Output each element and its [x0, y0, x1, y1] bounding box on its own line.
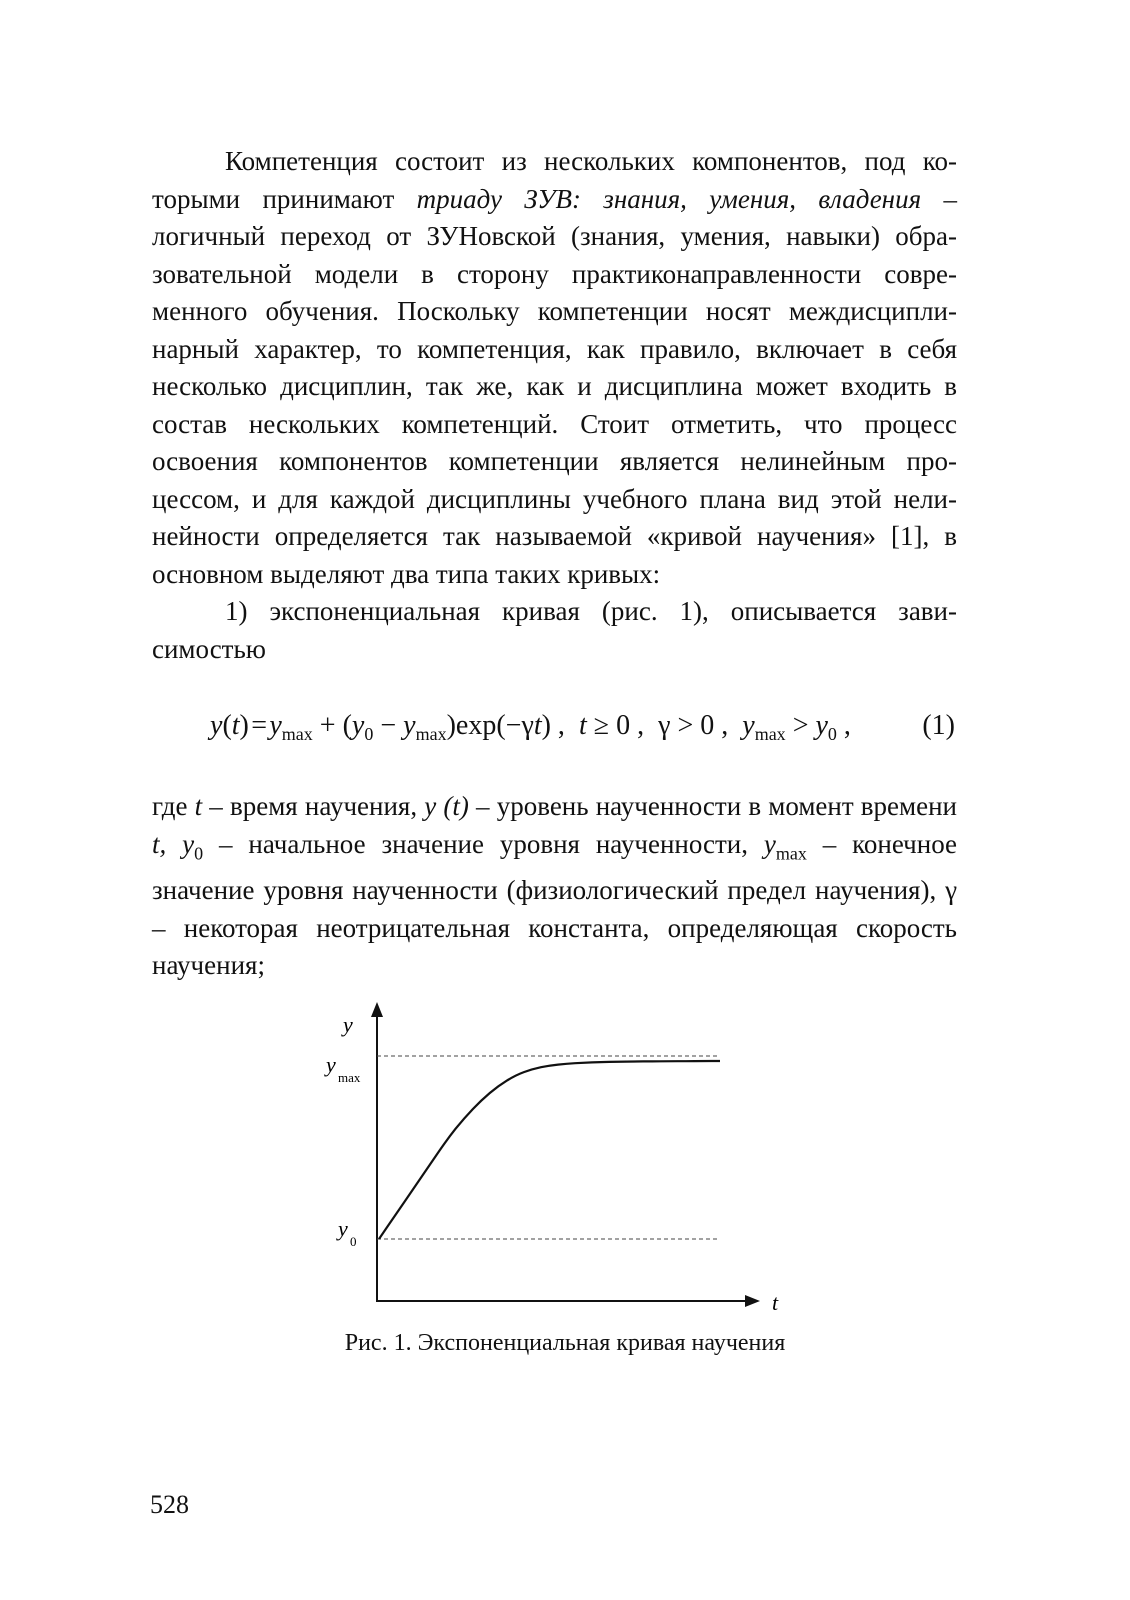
y0-desc: – начальное значение уровня наученности,: [203, 828, 764, 859]
p1-start-text: Компетенция состоит из нескольких компонентов, под которыми принимают: [152, 146, 957, 214]
y-axis-label: y: [343, 1012, 353, 1037]
var-ymax: y: [763, 828, 776, 859]
where-text: где: [152, 791, 195, 821]
t-desc: – время научения,: [202, 791, 425, 821]
formula-expression: y(t) = $y_{max} + (y_0 - y_{max})\exp(-\gamma t)$ , t ≥ 0 , γ > 0 , $y_{max} > y_0$ ,: [210, 710, 851, 744]
yt-desc: – уровень наученности в момент времени: [468, 791, 958, 821]
paragraph-3: [152, 788, 957, 985]
paragraph-2: 1) экспоненциальная кривая (рис. 1), описывается зависимостью: [152, 596, 957, 664]
var-y0: y: [182, 828, 195, 859]
learning-curve-chart: [300, 990, 800, 1320]
page-body: [152, 143, 957, 985]
ymax-label-sub: max: [338, 1070, 361, 1085]
y0-label: y: [338, 1216, 348, 1241]
ymax-label: y: [326, 1052, 336, 1077]
p1-end-text: – логичный переход от ЗУНовской (знания, умения, навыки) образовательной модели в сторону практиконаправленности современного обучения. Поскольку компетенции носят междисциплинарный характер, то компетенция, как правило, включает в себя несколько дисциплин, так же, как и дисциплина может входить в состав нескольких компетенций. Стоит отметить, что процесс освоения компонентов компетенции является нелинейным процессом, и для каждой дисциплины учебного плана вид этой нелинейности определяется так называемой «кривой научения» [1], в основном выделяют два типа таких кривых:: [152, 183, 957, 589]
var-yt: y (t): [424, 791, 469, 821]
var-t2: t,: [152, 828, 167, 859]
gamma-desc: – некоторая неотрицательная константа, определяющая скорость научения;: [152, 912, 957, 981]
y0-label-sub: 0: [350, 1234, 357, 1249]
figure-caption: Рис. 1. Экспоненциальная кривая научения: [344, 1330, 786, 1356]
var-y0-sub: 0: [194, 842, 204, 863]
page-number: 528: [150, 1490, 189, 1519]
y-axis-arrow: [371, 1002, 383, 1017]
var-gamma: γ: [945, 875, 957, 906]
x-axis-label: t: [772, 1290, 779, 1315]
paragraph-1: [152, 143, 957, 593]
formula-1: [152, 702, 957, 762]
var-t: t: [194, 791, 203, 821]
ymax-desc: – конечное значение уровня наученности (физиологический предел научения),: [152, 828, 958, 906]
var-ymax-sub: max: [775, 842, 807, 863]
formula-number: (1): [922, 710, 955, 741]
learning-curve-line: [379, 1061, 720, 1239]
p1-italic-text: триаду ЗУВ: знания, умения, владения: [416, 183, 922, 214]
x-axis-arrow: [745, 1295, 760, 1307]
